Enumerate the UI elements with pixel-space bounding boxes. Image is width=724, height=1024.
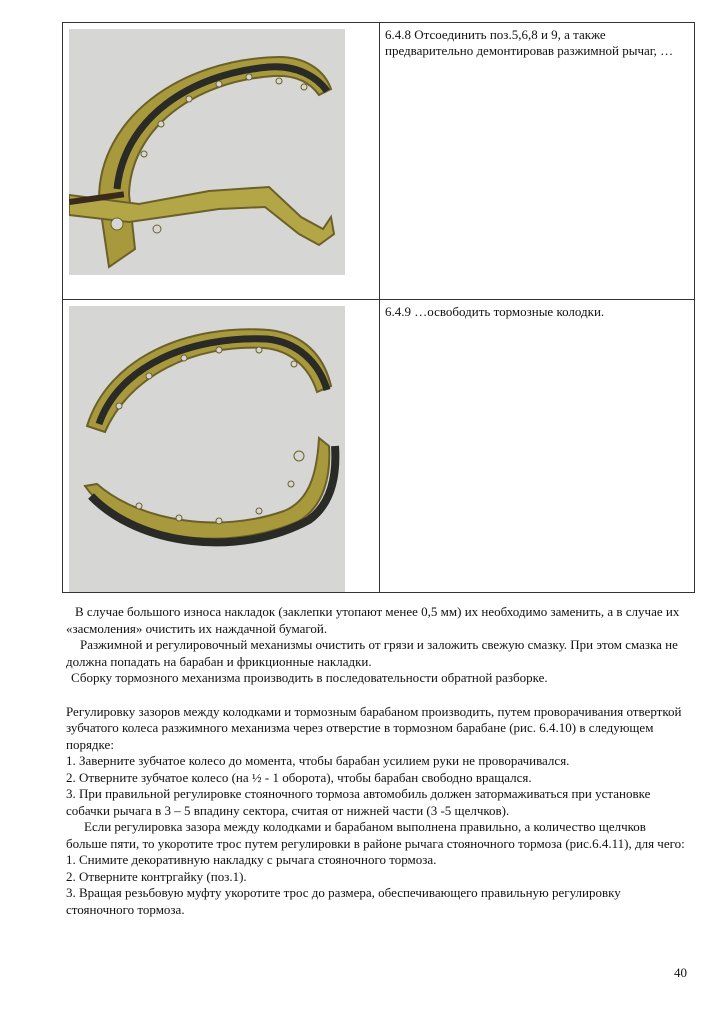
step-caption: 6.4.8 Отсоединить поз.5,6,8 и 9, а также предварительно демонтировав разжимной рычаг, … xyxy=(385,27,674,58)
paragraph-clearance-adjustment: Регулировку зазоров между колодками и тормозным барабаном производить, путем проворачивания отверткой зубчатого колеса разжимного механизма через отверстие в тормозном барабане (рис. 6.4.10) в следующем порядке: xyxy=(66,703,682,752)
table-row xyxy=(63,23,695,300)
body-text xyxy=(66,604,690,918)
page-number: 40 xyxy=(674,965,687,980)
paragraph-lining-wear: В случае большого износа накладок (заклепки утопают менее 0,5 мм) их необходимо заменить, а в случае их «засмоления» очистить их наждачной бумагой. xyxy=(66,604,680,636)
photo-cell xyxy=(63,23,380,300)
list-item: 1. Заверните зубчатое колесо до момента, чтобы барабан усилием руки не проворачивался. xyxy=(66,753,570,768)
list-item: 2. Отверните контргайку (поз.1). xyxy=(66,868,247,884)
list-item: 1. Снимите декоративную накладку с рычага стояночного тормоза. xyxy=(66,852,437,867)
caption-cell xyxy=(380,300,695,593)
list-item: 3. При правильной регулировке стояночного тормоза автомобиль должен затормаживаться при установке собачки рычага в 3 – 5 впадину сектора, считая от нижней части (3 -5 щелчков). xyxy=(66,786,651,818)
instruction-table xyxy=(62,22,695,593)
paragraph-lubrication: Разжимной и регулировочный механизмы очистить от грязи и заложить свежую смазку. При этом смазка не должна попадать на барабан и фрикционные накладки. xyxy=(66,637,678,669)
brake-shoes-illustration xyxy=(69,306,345,592)
brake-shoe-lever-illustration xyxy=(69,29,345,275)
paragraph-cable-adjustment: Если регулировка зазора между колодками и барабаном выполнена правильно, а количество щелчков больше пяти, то укоротите трос путем регулировки в районе рычага стояночного тормоза (рис.6.4.11), для чего: xyxy=(66,819,685,851)
list-item: 3. Вращая резьбовую муфту укоротите трос до размера, обеспечивающего правильную регулировку стояночного тормоза. xyxy=(66,885,621,917)
caption-cell xyxy=(380,23,695,300)
table-row xyxy=(63,300,695,593)
paragraph-assembly: Сборку тормозного механизма производить в последовательности обратной разборке. xyxy=(71,670,548,685)
list-item: 2. Отверните зубчатое колесо (на ½ - 1 оборота), чтобы барабан свободно вращался. xyxy=(66,769,532,785)
step-caption: 6.4.9 …освободить тормозные колодки. xyxy=(385,304,605,319)
brake-shoe-with-lever-photo xyxy=(69,29,345,275)
photo-cell xyxy=(63,300,380,593)
brake-shoes-photo xyxy=(69,306,345,592)
